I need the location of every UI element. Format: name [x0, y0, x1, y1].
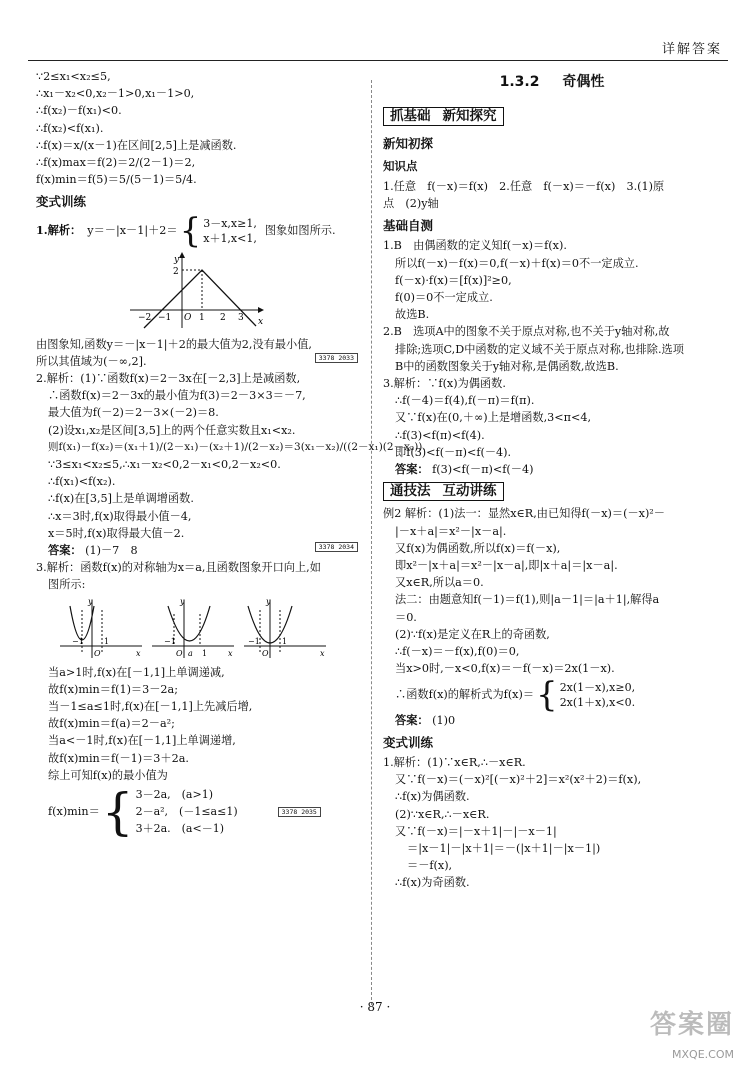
text-line: ∵2≤x₁<x₂≤5, [36, 70, 111, 83]
section-name: 奇偶性 [562, 74, 605, 90]
brace-icon: { [536, 674, 558, 715]
x-axis-arrow-icon [258, 307, 264, 313]
case-line: 3＋2a. (a<－1) [135, 822, 224, 836]
text-line: ∴f(－4)＝f(4),f(－π)＝f(π). [395, 394, 535, 408]
case-line: 2－a², (－1≤a≤1) [135, 805, 238, 819]
x-label: x [258, 316, 264, 327]
q1-head: 1.解析： [36, 223, 82, 238]
answer-label: 答案： [48, 543, 82, 558]
text-line: 1.任意 f(－x)＝f(x) 2.任意 f(－x)＝－f(x) 3.(1)原 [383, 179, 665, 193]
text-line: 1.B 由偶函数的定义知f(－x)＝f(x). [383, 239, 567, 253]
answer-label: 答案： [395, 712, 429, 727]
y-label: y [266, 596, 271, 606]
tick-label: −1 [72, 636, 84, 646]
text-line: 即x²－|x＋a|＝x²－|x－a|,即|x＋a|＝|x－a|. [395, 559, 618, 573]
q1-cases [203, 216, 257, 246]
section-number: 1.3.2 [499, 74, 540, 90]
code-tag: 3378 2034 [315, 542, 358, 552]
y-label: y [180, 596, 185, 606]
text-line: 故f(x)min＝f(a)＝2－a²; [48, 717, 175, 731]
case-line: 3－x,x≥1, [203, 216, 257, 230]
text-span: 所以其值域为(－∞,2]. [36, 354, 147, 368]
x-label: x [228, 648, 233, 658]
page-number: · 87 · [359, 1000, 391, 1014]
section-title [383, 74, 721, 91]
solution-lines-a [36, 68, 358, 188]
tick-label: −1 [164, 636, 176, 646]
header-label: 详解答案 [661, 42, 722, 57]
parabola-graph-a-middle [152, 597, 234, 658]
section-heading-bianshi: 变式训练 [36, 194, 87, 210]
watermark-sub: MXQE.COM [672, 1048, 734, 1061]
a-label: a [188, 648, 193, 658]
text-line: ＝－f(x), [407, 859, 453, 873]
text-line: 当a>1时,f(x)在[－1,1]上单调递减, [48, 665, 225, 679]
box-part: 通技法 [390, 483, 431, 500]
tick-label: 1 [104, 636, 110, 646]
text-line: ∴f(x)为奇函数. [395, 876, 470, 890]
text-line: 当a<－1时,f(x)在[－1,1]上单调递增, [48, 734, 236, 748]
answer-value: (1)0 [432, 713, 456, 727]
text-line: f(0)＝0不一定成立. [395, 291, 493, 305]
text-line: 2.解析：(1)∵函数f(x)＝2－3x在[－2,3]上是减函数, [36, 372, 301, 386]
watermark-main: 答案圈 [649, 1010, 734, 1040]
text-line: 故f(x)min＝f(1)＝3－2a; [48, 682, 178, 696]
text-line: 当x>0时,－x<0,f(x)＝－f(－x)＝2x(1－x). [395, 662, 615, 676]
case-line: 3－2a, (a>1) [135, 788, 213, 802]
x-label: x [320, 648, 325, 658]
y-tick-2: 2 [173, 266, 179, 277]
q3-final-lhs: f(x)min＝ [48, 804, 100, 818]
text-line: 则f(x₁)－f(x₂)＝(x₁＋1)/(2－x₁)－(x₂＋1)/(2－x₂)＝3(x₁－x₂)/((2－x₁)(2－x₂)). [48, 440, 426, 453]
code-tag: 3378 2035 [278, 807, 321, 817]
text-line: 又x∈R,所以a＝0. [395, 576, 484, 590]
answer-label: 答案： [395, 462, 429, 477]
text-line: ∴f(－x)＝－f(x),f(0)＝0, [395, 645, 520, 659]
watermark-logo [650, 1010, 734, 1070]
x-tick: 3 [238, 312, 244, 323]
example2-final-lhs: ∴函数f(x)的解析式为f(x)＝ [395, 687, 535, 701]
text-line: ∴f(x₂)<f(x₁). [36, 121, 104, 135]
answer-value: f(3)<f(－π)<f(－4) [432, 463, 534, 477]
text-line: ∴f(x)＝x/(x－1)在区间[2,5]上是减函数. [36, 138, 237, 152]
q1-expression [36, 210, 358, 251]
text-line: 例2 解析：(1)法一：显然x∈R,由已知得f(－x)＝(－x)²－ [383, 507, 665, 521]
text-line: |－x＋a|＝x²－|x－a|. [395, 524, 507, 538]
y-label: y [88, 596, 93, 606]
origin-label: O [262, 648, 269, 658]
box-part: 抓基础 [390, 108, 431, 125]
text-line: 故选B. [395, 308, 430, 322]
text-line: B中的函数图象关于y轴对称,是偶函数,故选B. [395, 359, 619, 373]
box-part: 互动讲练 [442, 483, 497, 500]
y-label: y [174, 254, 180, 265]
example2-final [383, 674, 721, 715]
text-line: (2)设x₁,x₂是区间[3,5]上的两个任意实数且x₁<x₂. [48, 423, 296, 437]
text-line [36, 353, 358, 370]
text-line: 2.B 选项A中的图象不关于原点对称,也不关于y轴对称,故 [383, 325, 670, 339]
x-label: x [136, 648, 141, 658]
origin-label: O [184, 312, 192, 323]
heading-jichu: 基础自测 [383, 218, 434, 234]
text-line: 图所示: [48, 578, 86, 592]
text-line: 3.解析：函数f(x)的对称轴为x＝a,且函数图象开口向上,如 [36, 561, 321, 575]
text-line: ∴f(x₂)－f(x₁)<0. [36, 104, 122, 118]
text-line: 又∵f(－x)＝|－x＋1|－|－x－1| [395, 824, 557, 838]
text-line: ＝0. [395, 610, 417, 624]
text-line: 又∵f(x)在(0,＋∞)上是增函数,3<π<4, [395, 411, 592, 425]
text-line: ＝|x－1|－|x＋1|＝－(|x＋1|－|x－1|) [407, 841, 601, 855]
text-line: 3.解析：∵f(x)为偶函数. [383, 377, 506, 391]
tick-label: −1 [248, 636, 260, 646]
x-tick: 2 [220, 312, 226, 323]
answer-value: (1)－7 8 [85, 544, 138, 558]
x-tick: 1 [199, 312, 205, 323]
x-tick: −1 [158, 312, 172, 323]
text-line: 排除;选项C,D中函数的定义域不关于原点对称,也排除.选项 [395, 342, 684, 356]
text-line: ∴f(3)<f(π)<f(4). [395, 428, 485, 442]
text-line: ∴f(x)max＝f(2)＝2/(2－1)＝2, [36, 156, 196, 170]
x-tick: −2 [138, 312, 152, 323]
text-line: 最大值为f(－2)＝2－3×(－2)＝8. [48, 406, 219, 420]
boxed-heading-tongjifa [383, 482, 504, 501]
parabola-graphs-q3 [56, 596, 326, 662]
box-part: 新知探究 [442, 108, 497, 125]
text-line: (2)∵f(x)是定义在R上的奇函数, [395, 627, 550, 641]
text-line: ∴函数f(x)＝2－3x的最小值为f(3)＝2－3×3＝－7, [48, 389, 306, 403]
example2-final-cases [560, 680, 635, 710]
text-line: 即f(3)<f(－π)<f(－4). [395, 445, 512, 459]
tick-label: 1 [202, 648, 208, 658]
tick-label: 1 [282, 636, 288, 646]
answer-line [383, 461, 721, 478]
parabola-graph-a-less [60, 597, 142, 658]
brace-icon: { [101, 782, 134, 841]
text-line: 所以f(－x)－f(x)＝0,f(－x)＋f(x)＝0不一定成立. [395, 256, 639, 270]
text-line: x＝5时,f(x)取得最大值－2. [48, 526, 185, 540]
code-tag: 3378 2033 [315, 353, 358, 363]
text-line: 由图象知,函数y＝－|x－1|＋2的最大值为2,没有最小值, [36, 337, 312, 351]
header-rule [28, 60, 728, 61]
text-line: ∴f(x)在[3,5]上是单调增函数. [48, 492, 194, 506]
q1-expr: y＝－|x－1|＋2＝ [87, 224, 178, 238]
text-line: 综上可知f(x)的最小值为 [48, 768, 168, 782]
heading-bianshi: 变式训练 [383, 734, 434, 750]
q3-final [36, 782, 358, 841]
text-line: ∴x₁－x₂<0,x₂－1>0,x₁－1>0, [36, 87, 195, 101]
heading-zhishidian: 知识点 [383, 158, 418, 173]
right-column [383, 68, 721, 892]
text-line: 又∵f(－x)＝(－x)²[(－x)²＋2]＝x²(x²＋2)＝f(x), [395, 773, 642, 787]
text-line: 当－1≤a≤1时,f(x)在[－1,1]上先减后增, [48, 700, 253, 714]
text-line: (2)∵x∈R,∴－x∈R. [395, 807, 490, 821]
function-graph-q1 [124, 252, 264, 332]
q3-solution [36, 559, 358, 593]
text-line: f(－x)·f(x)＝[f(x)]²≥0, [395, 273, 512, 287]
parabola-graph-a-greater [244, 597, 326, 658]
text-line: ∴f(x₁)<f(x₂). [48, 475, 116, 489]
text-line: ∴x＝3时,f(x)取得最小值－4, [48, 509, 192, 523]
heading-xinzhi: 新知初探 [383, 136, 434, 152]
answer-line [36, 542, 358, 559]
text-line: f(x)min＝f(5)＝5/(5－1)＝5/4. [36, 173, 197, 187]
text-line: 故f(x)min＝f(－1)＝3＋2a. [48, 751, 189, 765]
case-line: 2x(1＋x),x<0. [559, 695, 636, 709]
origin-label: O [176, 648, 183, 658]
text-line: 1.解析：(1)∵x∈R,∴－x∈R. [383, 755, 526, 769]
brace-icon: { [179, 210, 202, 251]
text-line: 法二：由题意知f(－1)＝f(1),则|a－1|＝|a＋1|,解得a [395, 593, 660, 607]
origin-label: O [94, 648, 101, 658]
text-line: 点 (2)y轴 [383, 197, 439, 211]
q3-final-cases [136, 786, 238, 837]
y-axis-arrow-icon [179, 252, 185, 258]
example2-solution [383, 505, 721, 677]
text-line: 又f(x)为偶函数,所以f(x)＝f(－x), [395, 541, 561, 555]
case-line: x＋1,x<1, [203, 231, 257, 245]
q1-tail: 图象如图所示. [264, 224, 336, 238]
boxed-heading-zhuajichu [383, 107, 504, 126]
case-line: 2x(1－x),x≥0, [559, 680, 636, 694]
column-divider [371, 80, 372, 1005]
text-line: ∵3≤x₁<x₂≤5,∴x₁－x₂<0,2－x₁<0,2－x₂<0. [48, 458, 281, 472]
text-line: ∴f(x)为偶函数. [395, 790, 470, 804]
q3-cases [36, 664, 358, 784]
